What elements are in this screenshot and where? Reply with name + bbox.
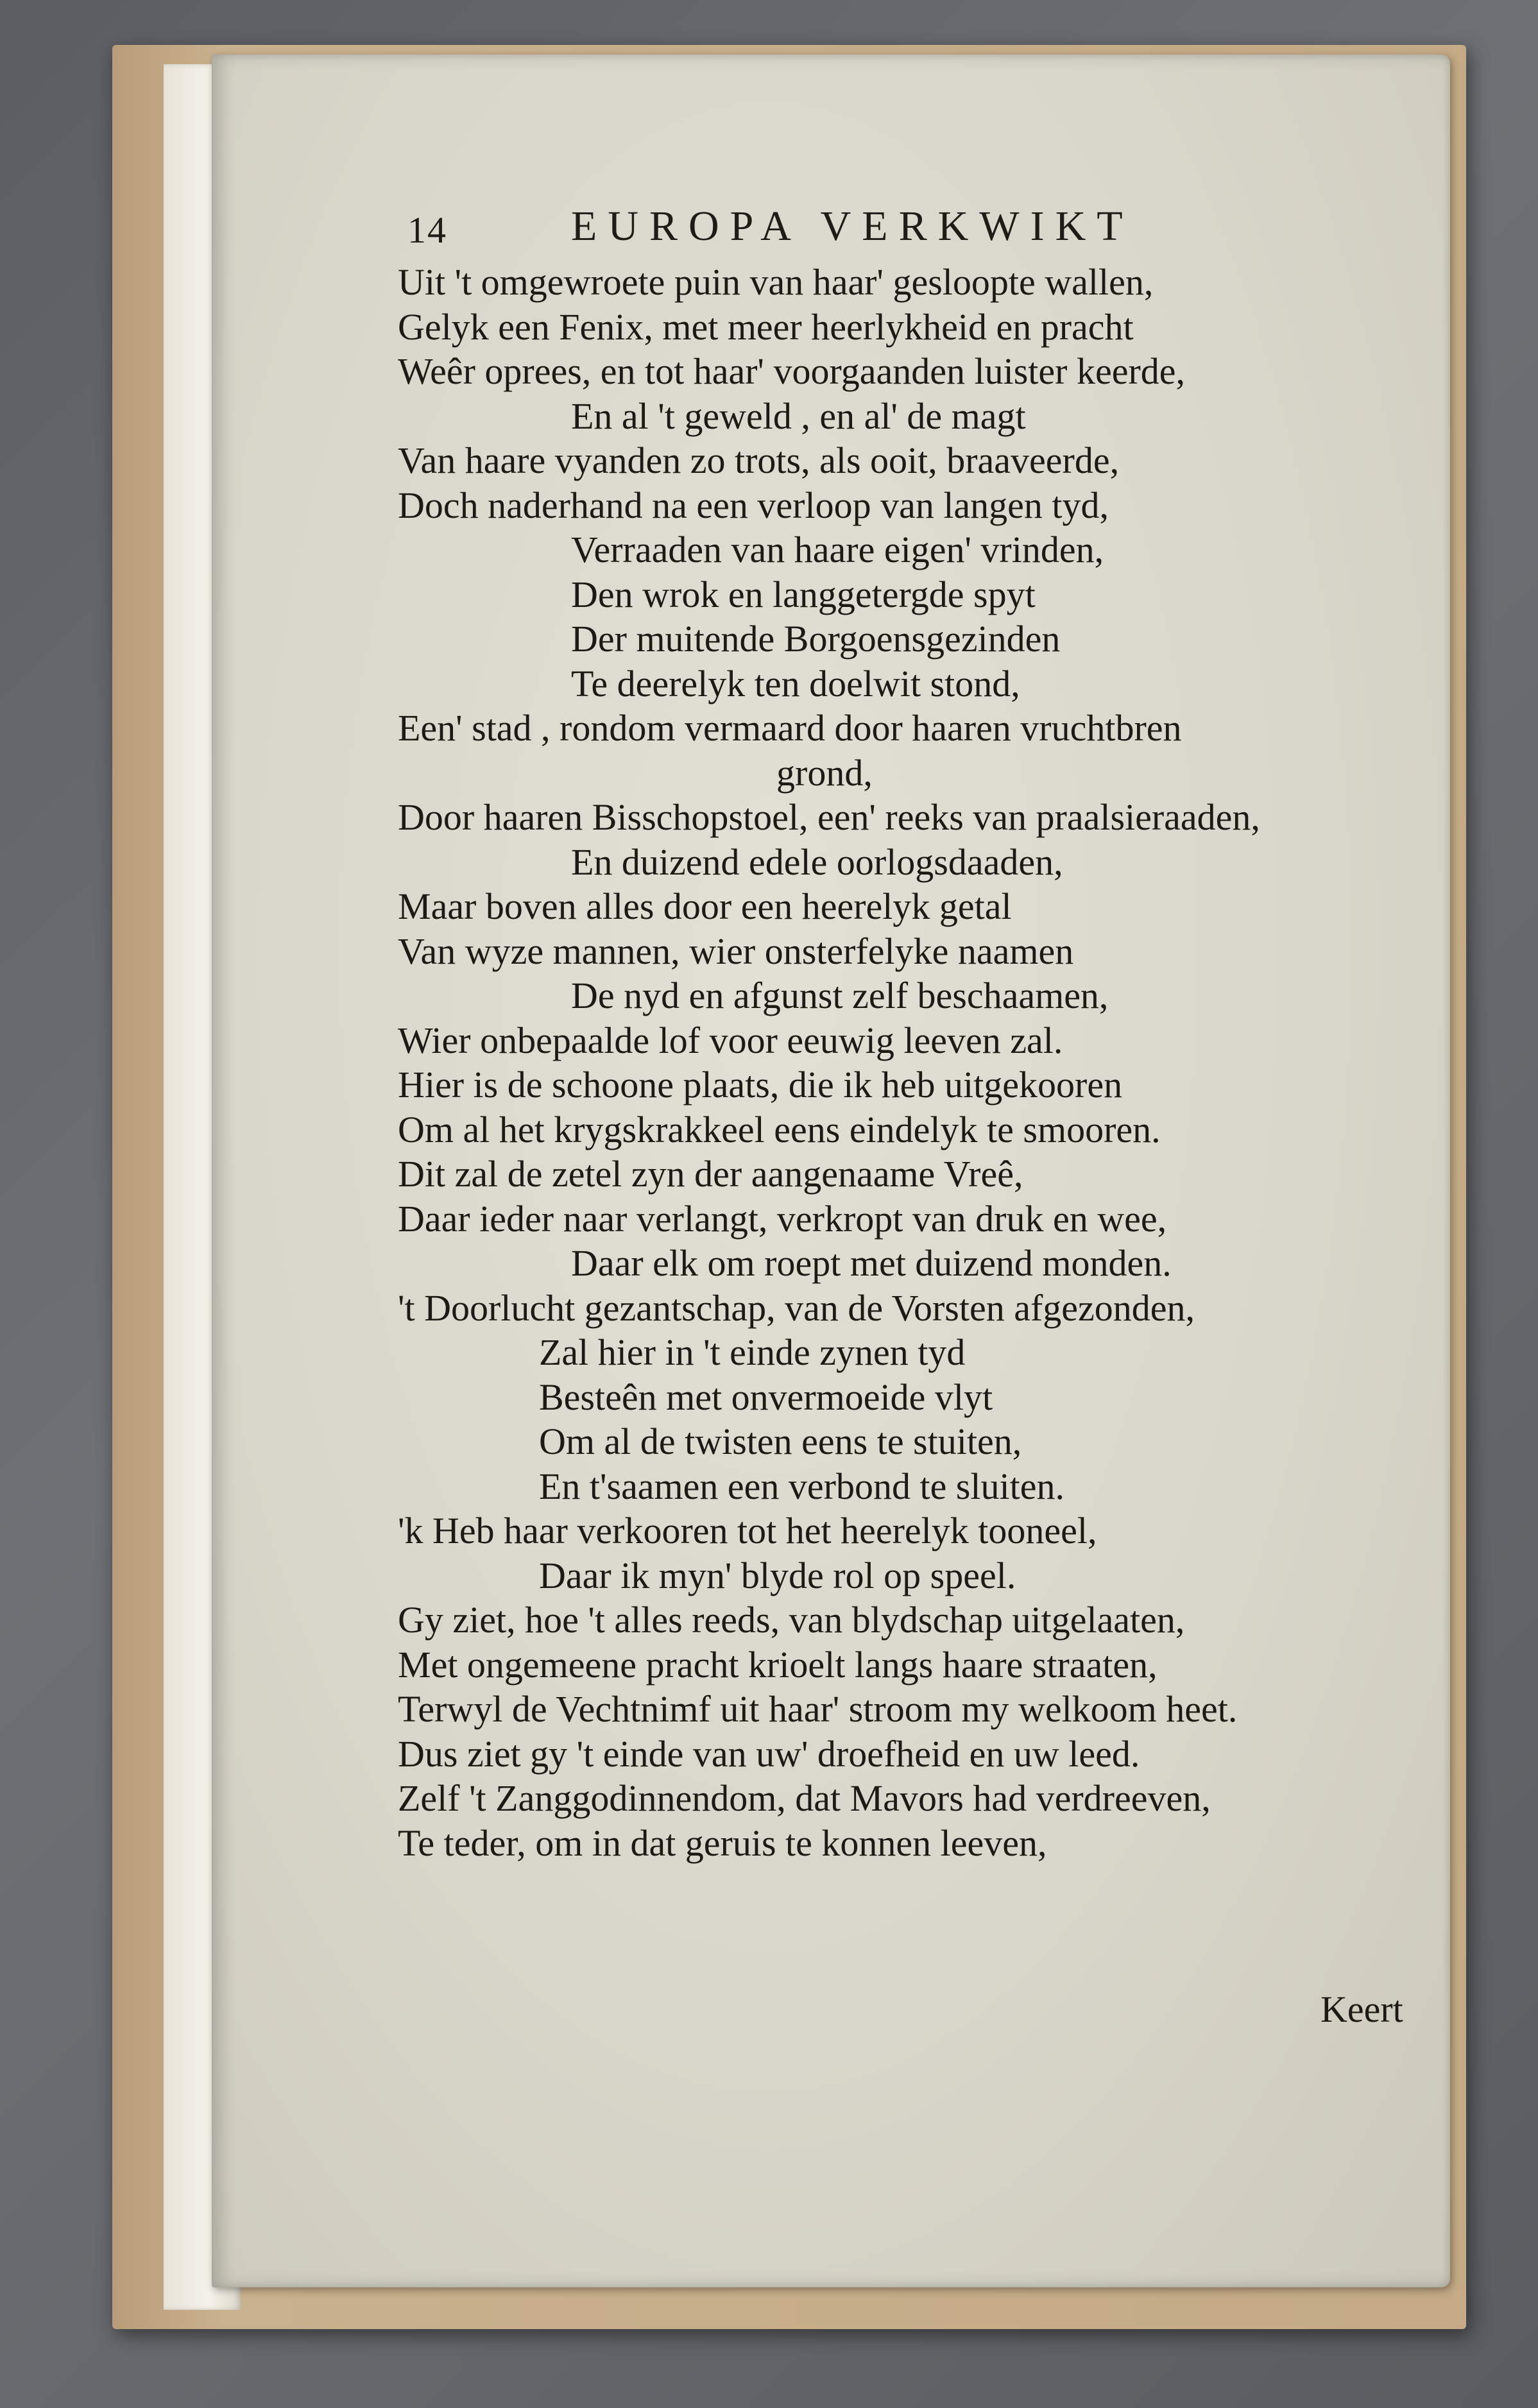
verse-line: Met ongemeene pracht krioelt langs haare straaten,: [398, 1643, 1158, 1686]
verse-line: Gy ziet, hoe 't alles reeds, van blydschap uitgelaaten,: [398, 1599, 1185, 1641]
verse-line: Te deerelyk ten doelwit stond,: [571, 662, 1020, 704]
verse-line: Door haaren Bisschopstoel, een' reeks van praalsieraaden,: [398, 796, 1260, 838]
verse-line: En al 't geweld , en al' de magt: [571, 395, 1026, 437]
verse-line: Der muitende Borgoensgezinden: [571, 618, 1061, 660]
verse-line: Daar ieder naar verlangt, verkropt van druk en wee,: [398, 1197, 1167, 1240]
verse-line: Besteên met onvermoeide vlyt: [539, 1376, 993, 1418]
verse-line: grond,: [776, 751, 873, 794]
verse-line: Wier onbepaalde lof voor eeuwig leeven zal.: [398, 1019, 1063, 1061]
page-number: 14: [407, 209, 447, 251]
verse-line: En t'saamen een verbond te sluiten.: [539, 1465, 1064, 1507]
verse-line: Terwyl de Vechtnimf uit haar' stroom my welkoom heet.: [398, 1688, 1238, 1730]
verse-line: Den wrok en langgetergde spyt: [571, 573, 1036, 615]
verse-line: Doch naderhand na een verloop van langen tyd,: [398, 484, 1109, 526]
verse-line: Hier is de schoone plaats, die ik heb uitgekooren: [398, 1064, 1123, 1106]
verse-line: Te teder, om in dat geruis te konnen leeven,: [398, 1822, 1047, 1864]
verse-text: [398, 260, 1450, 1865]
verse-line: Gelyk een Fenix, met meer heerlykheid en pracht: [398, 305, 1134, 348]
verse-line: Daar elk om roept met duizend monden.: [571, 1242, 1172, 1284]
verse-line: Van haare vyanden zo trots, als ooit, braaveerde,: [398, 440, 1120, 481]
verse-line: 'k Heb haar verkooren tot het heerelyk tooneel,: [398, 1510, 1097, 1551]
verse-line: Weêr oprees, en tot haar' voorgaanden luister keerde,: [398, 350, 1186, 392]
verse-line: Van wyze mannen, wier onsterfelyke naamen: [398, 930, 1074, 972]
catchword: Keert: [1320, 1988, 1403, 2030]
verse-line: Een' stad , rondom vermaard door haaren vruchtbren: [398, 707, 1182, 749]
verse-line: Zelf 't Zanggodinnendom, dat Mavors had verdreeven,: [398, 1777, 1211, 1819]
page-header: [407, 202, 1434, 260]
running-title: EUROPA VERKWIKT: [571, 203, 1134, 250]
verse-line: Om al de twisten eens te stuiten,: [539, 1421, 1022, 1462]
verse-line: Maar boven alles door een heerelyk getal: [398, 885, 1012, 927]
verse-line: Verraaden van haare eigen' vrinden,: [571, 529, 1104, 570]
verse-line: Daar ik myn' blyde rol op speel.: [539, 1554, 1016, 1596]
verse-line: Uit 't omgewroete puin van haar' gesloopte wallen,: [398, 261, 1154, 303]
verse-line: De nyd en afgunst zelf beschaamen,: [571, 975, 1109, 1016]
verse-line: Dus ziet gy 't einde van uw' droefheid en uw leed.: [398, 1732, 1140, 1775]
verse-line: Dit zal de zetel zyn der aangenaame Vreê,: [398, 1153, 1023, 1195]
verse-line: En duizend edele oorlogsdaaden,: [571, 841, 1063, 883]
verse-line: 't Doorlucht gezantschap, van de Vorsten afgezonden,: [398, 1286, 1195, 1329]
verse-line: Zal hier in 't einde zynen tyd: [539, 1331, 966, 1373]
verse-line: Om al het krygskrakkeel eens eindelyk te smooren.: [398, 1108, 1161, 1150]
